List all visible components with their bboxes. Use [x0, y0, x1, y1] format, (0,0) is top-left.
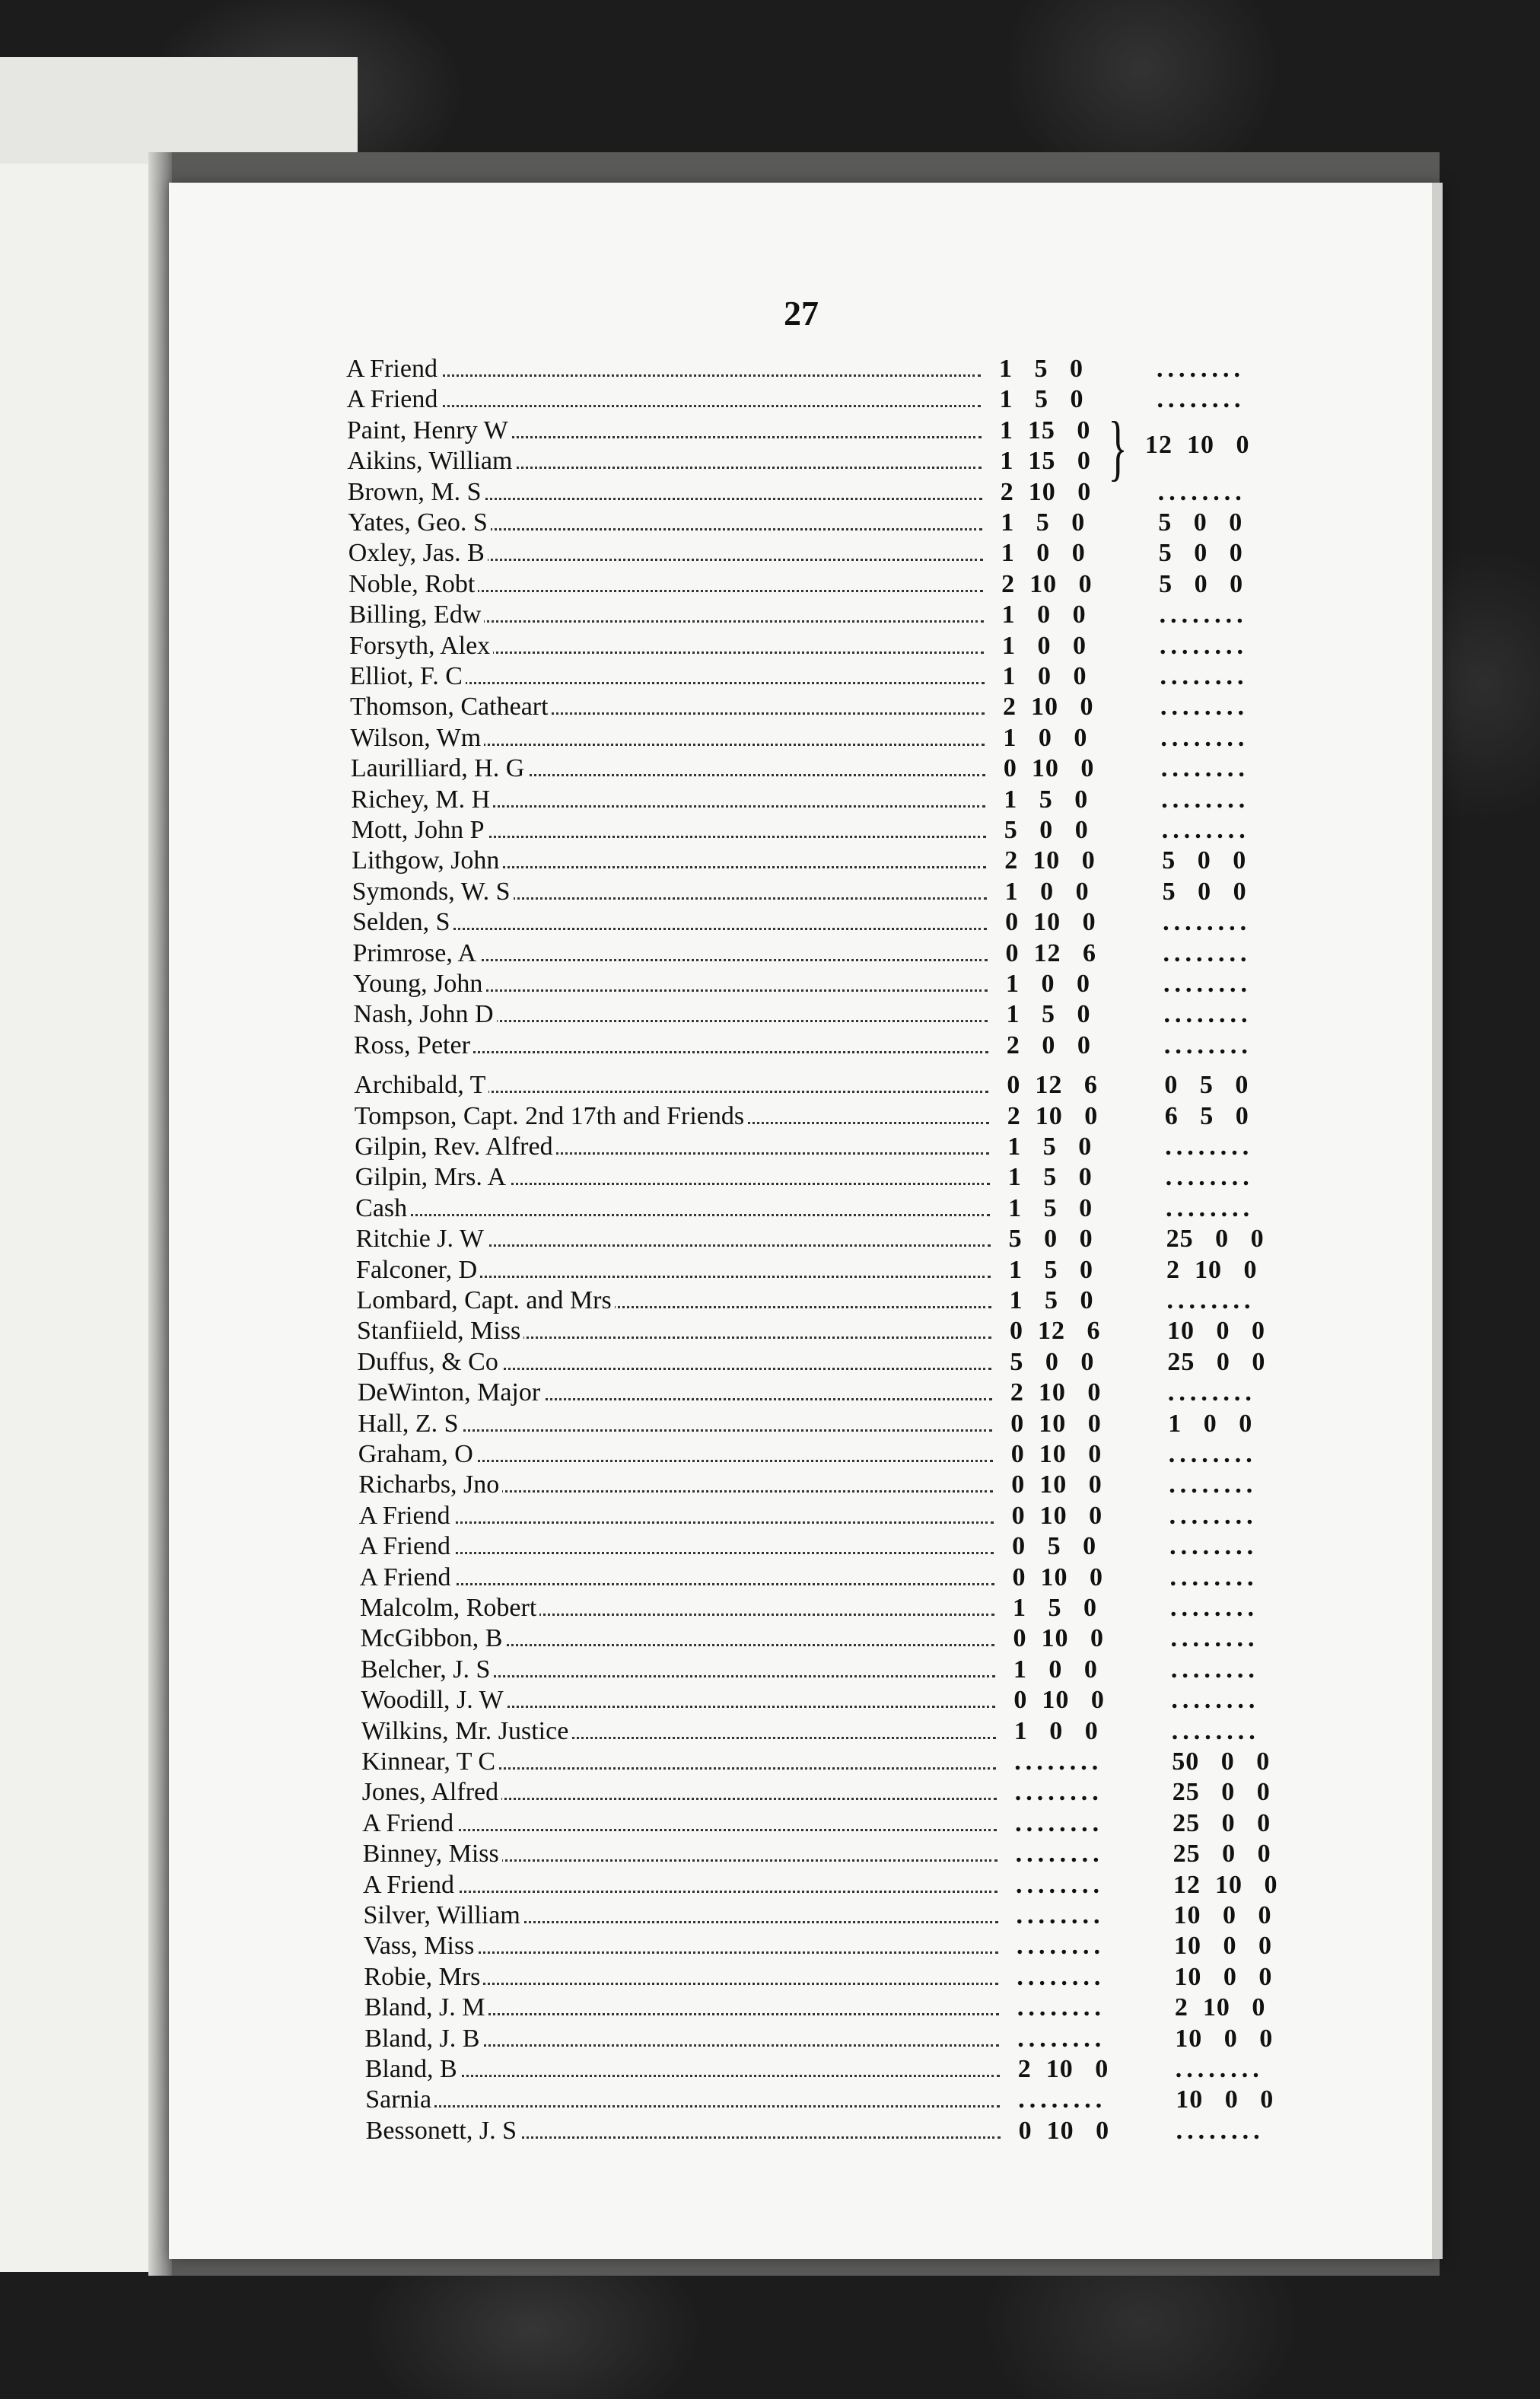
subscriber-name: [359, 1501, 998, 1531]
subscriber-name-text: Symonds, W. S: [352, 878, 514, 906]
amount-second: 50 0 0: [1172, 1747, 1271, 1776]
subscriber-name: [349, 600, 988, 630]
subscriber-name: [361, 1716, 1001, 1747]
list-item: [355, 1101, 1313, 1132]
amount-second: 10 0 0: [1176, 2085, 1274, 2114]
subscriber-name-text: Paint, Henry W: [347, 416, 511, 444]
list-item: [352, 815, 1310, 846]
amount-second: ........: [1163, 1000, 1252, 1029]
subscriber-name-text: DeWinton, Major: [358, 1378, 543, 1407]
list-item: [356, 1224, 1315, 1254]
subscriber-name: [358, 1409, 997, 1439]
amount-second: ........: [1160, 631, 1249, 660]
subscriber-name: [362, 1777, 1001, 1808]
list-item: [364, 1993, 1323, 2023]
amount-first: 2 10 0: [1000, 477, 1092, 506]
subscriber-name: [360, 1623, 999, 1654]
subscriber-name: [346, 354, 985, 384]
brace-glyph: }: [1108, 406, 1128, 488]
subscriber-name-text: Silver, William: [364, 1901, 523, 1929]
amount-first: 1 0 0: [1004, 877, 1090, 906]
list-item: [361, 1747, 1320, 1777]
subscriber-name-text: Young, John: [353, 970, 485, 998]
subscriber-name: [355, 1162, 994, 1193]
list-item: [350, 692, 1309, 722]
amount-first: 1 5 0: [1004, 785, 1089, 814]
amount-first: ........: [1014, 1778, 1103, 1807]
amount-second: ........: [1165, 1163, 1254, 1192]
amount-first: 0 12 6: [1005, 938, 1097, 967]
amount-first: 1 0 0: [1013, 1655, 1098, 1684]
list-item: [362, 1808, 1321, 1839]
subscriber-name-text: Bland, J. B: [364, 2025, 482, 2053]
subscriber-name-text: A Friend: [362, 1809, 457, 1837]
subscriber-name: [350, 692, 989, 722]
amount-first: ........: [1017, 1962, 1106, 1991]
amount-first: ........: [1018, 2085, 1107, 2114]
subscriber-name: [352, 846, 991, 876]
list-item: [357, 1316, 1316, 1346]
amount-first: 0 10 0: [1011, 1501, 1103, 1530]
amount-second: ........: [1169, 1470, 1258, 1499]
subscriber-name-text: Oxley, Jas. B: [348, 539, 488, 567]
subscriber-name-text: Binney, Miss: [363, 1840, 502, 1868]
amount-second: ........: [1166, 1286, 1255, 1314]
list-item: [359, 1531, 1318, 1562]
subscriber-name-text: A Friend: [360, 1563, 454, 1591]
list-item: [364, 1900, 1322, 1931]
subscriber-name-text: Archibald, T: [354, 1071, 488, 1099]
list-item: [356, 1255, 1315, 1286]
amount-second: ........: [1171, 1686, 1260, 1715]
list-item: [361, 1685, 1319, 1716]
amount-second: 1 0 0: [1168, 1409, 1253, 1438]
amount-first: ........: [1015, 1808, 1104, 1837]
list-item: [349, 631, 1308, 661]
subscriber-name: [348, 477, 987, 508]
amount-second: ........: [1171, 1716, 1260, 1745]
subscriber-name-text: Falconer, D: [356, 1256, 480, 1284]
amount-first: 1 15 0: [1000, 447, 1091, 476]
amount-first: 1 5 0: [1007, 1163, 1093, 1192]
amount-second: ........: [1157, 355, 1245, 383]
list-item: [346, 384, 1305, 415]
amount-first: ........: [1015, 1840, 1104, 1869]
amount-second: ........: [1167, 1378, 1256, 1407]
list-item: [355, 1193, 1314, 1224]
list-item: [355, 1132, 1313, 1162]
subscriber-name-text: Brown, M. S: [348, 478, 485, 506]
subscriber-name-text: A Friend: [359, 1532, 453, 1560]
list-item: [352, 877, 1311, 907]
amount-second: 25 0 0: [1172, 1778, 1271, 1807]
list-item: [363, 1870, 1322, 1900]
amount-second: ........: [1170, 1624, 1259, 1653]
subscriber-name: [360, 1593, 999, 1623]
subscriber-name: [363, 1839, 1002, 1869]
subscriber-name: [364, 1931, 1003, 1961]
list-item: [353, 969, 1312, 999]
amount-first: 1 5 0: [999, 385, 1084, 414]
amount-second: 10 0 0: [1173, 1932, 1272, 1961]
amount-second: ........: [1176, 2116, 1265, 2145]
amount-first: 1 0 0: [1013, 1716, 1099, 1745]
subscriber-name: [355, 1193, 994, 1224]
list-item: [361, 1716, 1320, 1747]
subscriber-name-text: Vass, Miss: [364, 1932, 477, 1960]
subscriber-name: [352, 907, 991, 938]
list-item: [358, 1470, 1317, 1500]
amount-first: 5 0 0: [1010, 1347, 1095, 1376]
subscriber-name: [352, 877, 991, 907]
amount-second: 5 0 0: [1159, 569, 1244, 598]
subscriber-name: [348, 569, 988, 600]
amount-second: ........: [1160, 754, 1249, 783]
subscriber-name-text: Laurilliard, H. G: [351, 754, 528, 782]
amount-first: 1 5 0: [1008, 1193, 1093, 1222]
subscriber-name: [364, 1993, 1004, 2023]
subscriber-name: [354, 1031, 993, 1061]
amount-second: 5 0 0: [1158, 508, 1243, 537]
amount-first: 0 10 0: [1011, 1470, 1102, 1499]
list-item: [351, 753, 1309, 784]
list-item: [358, 1378, 1316, 1408]
subscriber-name: [363, 1870, 1002, 1900]
subscriber-name-text: Cash: [355, 1194, 410, 1222]
subscriber-name-text: Gilpin, Rev. Alfred: [355, 1133, 555, 1161]
amount-second: ........: [1161, 785, 1250, 814]
amount-second: ........: [1170, 1655, 1259, 1684]
list-item: [350, 723, 1309, 753]
subscriber-name-text: Bland, J. M: [364, 1993, 488, 2021]
amount-first: 0 10 0: [1010, 1440, 1102, 1468]
subscriber-name: [353, 938, 992, 969]
subscriber-name-text: A Friend: [346, 385, 441, 413]
amount-second: ........: [1161, 816, 1250, 844]
amount-first: 1 5 0: [1013, 1594, 1097, 1622]
amount-second: ........: [1165, 1133, 1254, 1161]
subscriber-name: [352, 815, 991, 846]
list-item: [363, 1839, 1322, 1869]
subscriber-name: [360, 1563, 999, 1593]
list-item: [353, 938, 1312, 969]
amount-second: 5 0 0: [1162, 846, 1247, 875]
list-item: [366, 2116, 1325, 2146]
subscriber-name: [357, 1286, 996, 1316]
amount-first: 1 0 0: [1001, 601, 1087, 629]
subscriber-name: [365, 2054, 1004, 2085]
list-item: [354, 1031, 1312, 1061]
amount-second: ........: [1159, 601, 1248, 629]
amount-first: 0 10 0: [1013, 1686, 1105, 1715]
subscriber-name-text: Yates, Geo. S: [348, 508, 491, 537]
amount-first: 0 12 6: [1009, 1317, 1101, 1346]
amount-second: 2 10 0: [1166, 1255, 1258, 1284]
amount-second: 2 10 0: [1174, 1993, 1266, 2022]
amount-second: ........: [1157, 385, 1246, 414]
list-item: [350, 661, 1309, 692]
list-item: [362, 1777, 1321, 1808]
subscriber-name-text: Gilpin, Mrs. A: [355, 1163, 509, 1191]
amount-second: 25 0 0: [1172, 1808, 1271, 1837]
amount-second: ........: [1169, 1501, 1258, 1530]
subscriber-name-text: A Friend: [346, 355, 441, 383]
list-item: [348, 569, 1307, 600]
subscriber-name-text: Noble, Robt: [348, 570, 478, 598]
list-item: [352, 846, 1310, 876]
amount-second: 10 0 0: [1166, 1317, 1265, 1346]
subscriber-name-text: Aikins, William: [347, 447, 515, 475]
subscriber-name: [353, 999, 992, 1030]
amount-second: 25 0 0: [1167, 1347, 1266, 1376]
amount-first: 1 5 0: [999, 355, 1083, 383]
list-item: [357, 1347, 1316, 1378]
subscriber-name: [350, 661, 989, 692]
subscriber-name-text: Hall, Z. S: [358, 1410, 461, 1438]
amount-second: 5 0 0: [1162, 877, 1247, 906]
subscriber-name-text: Ross, Peter: [354, 1031, 473, 1059]
subscriber-name-text: Ritchie J. W: [356, 1225, 487, 1253]
amount-first: ........: [1014, 1747, 1103, 1776]
subscriber-name: [356, 1255, 995, 1286]
subscriber-name: [362, 1808, 1001, 1839]
subscriber-name: [364, 2024, 1004, 2054]
subscriber-name-text: Richey, M. H: [351, 785, 493, 814]
amount-first: 0 10 0: [1003, 754, 1095, 783]
list-item: [360, 1623, 1319, 1654]
amount-second: 12 10 0: [1173, 1870, 1278, 1899]
subscriber-name-text: Duffus, & Co: [357, 1348, 501, 1376]
amount-second: ........: [1170, 1594, 1258, 1622]
amount-second: ........: [1163, 1031, 1252, 1059]
amount-first: 1 0 0: [1001, 539, 1086, 568]
list-item: [360, 1593, 1319, 1623]
amount-first: 1 0 0: [1002, 662, 1087, 690]
subscriber-name: [350, 723, 989, 753]
amount-first: ........: [1017, 1993, 1106, 2022]
subscriber-name-text: Wilkins, Mr. Justice: [361, 1717, 572, 1745]
subscriber-name: [361, 1655, 1000, 1685]
amount-first: 1 5 0: [1007, 1133, 1093, 1161]
subscriber-name-text: McGibbon, B: [360, 1624, 505, 1652]
amount-second: ........: [1163, 908, 1252, 937]
amount-first: 1 0 0: [1006, 970, 1090, 998]
subscriber-name-text: Bland, B: [365, 2055, 460, 2083]
subscriber-name-text: Woodill, J. W: [361, 1686, 506, 1714]
subscriber-name: [364, 1900, 1003, 1931]
subscriber-name: [366, 2116, 1005, 2146]
list-item: [365, 2085, 1324, 2115]
subscriber-name: [347, 446, 986, 476]
list-item: [359, 1501, 1318, 1531]
subscriber-name: [354, 1070, 993, 1101]
subscriber-name: [351, 785, 990, 815]
amount-first: 1 0 0: [1003, 723, 1088, 752]
amount-first: 1 5 0: [1009, 1286, 1094, 1314]
list-item: [365, 2054, 1324, 2085]
amount-first: 2 10 0: [1010, 1378, 1102, 1407]
amount-second: 10 0 0: [1175, 2024, 1274, 2053]
subscriber-name: [356, 1224, 995, 1254]
subscriber-name: [347, 416, 986, 446]
amount-second: 0 5 0: [1164, 1071, 1249, 1100]
subscriber-name-text: Stanfiield, Miss: [357, 1317, 523, 1345]
amount-second: 10 0 0: [1173, 1901, 1272, 1929]
subscriber-name: [358, 1378, 997, 1408]
subscriber-name-text: Belcher, J. S: [361, 1655, 494, 1684]
list-item: [348, 508, 1306, 538]
amount-first: 2 10 0: [1007, 1101, 1099, 1130]
list-item: [357, 1286, 1316, 1316]
amount-first: 1 5 0: [1009, 1255, 1094, 1284]
subscriber-name-text: Billing, Edw: [349, 601, 485, 629]
list-item: [364, 1962, 1322, 1993]
amount-first: 2 0 0: [1006, 1031, 1091, 1059]
amount-second: 10 0 0: [1174, 1962, 1273, 1991]
amount-first: 1 0 0: [1002, 631, 1087, 660]
subscriber-name: [361, 1747, 1001, 1777]
amount-second: ........: [1166, 1193, 1255, 1222]
amount-first: 0 5 0: [1012, 1532, 1097, 1561]
list-item: [364, 2024, 1323, 2054]
subscriber-name-text: Thomson, Catheart: [350, 693, 552, 721]
list-item: [364, 1931, 1322, 1961]
subscriber-name-text: Wilson, Wm: [350, 724, 484, 752]
subscriber-name: [348, 508, 987, 538]
subscriber-name: [351, 753, 990, 784]
subscriber-name: [358, 1439, 998, 1470]
list-item: [352, 907, 1311, 938]
subscriber-name-text: Mott, John P: [352, 816, 488, 844]
subscriber-name-text: Robie, Mrs: [364, 1963, 483, 1991]
subscriber-name-text: Tompson, Capt. 2nd 17th and Friends: [355, 1102, 747, 1130]
subscriber-name: [365, 2085, 1004, 2115]
subscriber-name-text: Jones, Alfred: [362, 1778, 501, 1806]
subscriber-name-text: Bessonett, J. S: [366, 2117, 520, 2145]
amount-first: 0 10 0: [1012, 1563, 1104, 1591]
subscriber-name: [346, 384, 985, 415]
amount-second: ........: [1169, 1532, 1258, 1561]
amount-second: ........: [1163, 938, 1252, 967]
amount-first: 2 10 0: [1004, 846, 1096, 875]
amount-first: ........: [1016, 1901, 1105, 1929]
subscriber-name: [357, 1347, 996, 1378]
braced-total: 12 10 0: [1145, 431, 1250, 459]
list-item: [355, 1162, 1314, 1193]
amount-second: ........: [1160, 723, 1249, 752]
amount-first: 1 5 0: [1006, 1000, 1091, 1029]
amount-first: 0 10 0: [1010, 1409, 1102, 1438]
subscriber-name: [355, 1101, 994, 1132]
subscriber-name: [358, 1470, 998, 1500]
list-item: [346, 354, 1305, 384]
subscriber-name: [364, 1962, 1003, 1993]
amount-first: 2 10 0: [1001, 569, 1093, 598]
list-item: [353, 999, 1312, 1030]
subscriber-name-text: Graham, O: [358, 1440, 476, 1468]
subscriber-name-text: Primrose, A: [353, 939, 479, 967]
previous-page-edge: [0, 164, 164, 2272]
subscriber-name-text: A Friend: [359, 1502, 453, 1530]
subscriber-name-text: Malcolm, Robert: [360, 1594, 539, 1622]
amount-second: ........: [1163, 970, 1252, 998]
amount-second: ........: [1169, 1563, 1258, 1591]
list-item: [361, 1655, 1319, 1685]
amount-first: 0 12 6: [1007, 1071, 1098, 1100]
list-item: [358, 1439, 1317, 1470]
subscriber-name-text: Richarbs, Jno: [358, 1470, 502, 1499]
subscriber-name: [348, 538, 988, 569]
amount-first: ........: [1016, 1932, 1105, 1961]
amount-second: ........: [1175, 2055, 1264, 2083]
subscriber-name-text: Selden, S: [352, 908, 453, 936]
subscriber-name: [353, 969, 992, 999]
amount-second: ........: [1160, 662, 1249, 690]
subscriber-name-text: Lombard, Capt. and Mrs: [357, 1286, 615, 1314]
amount-first: 0 10 0: [1018, 2116, 1110, 2145]
amount-first: 0 10 0: [1013, 1624, 1104, 1653]
amount-first: 5 0 0: [1008, 1225, 1093, 1254]
amount-first: 2 10 0: [1017, 2055, 1109, 2083]
amount-second: ........: [1160, 693, 1249, 722]
list-item: [354, 1070, 1312, 1101]
amount-first: ........: [1017, 2024, 1106, 2053]
amount-first: 1 15 0: [999, 416, 1091, 444]
amount-first: 2 10 0: [1002, 693, 1094, 722]
amount-second: 25 0 0: [1166, 1225, 1265, 1254]
list-item: [351, 785, 1309, 815]
list-item: [348, 538, 1307, 569]
subscriber-name-text: Forsyth, Alex: [349, 632, 493, 660]
subscriber-name-text: Kinnear, T C: [361, 1747, 498, 1776]
subscriber-name: [349, 631, 988, 661]
list-item: [348, 477, 1306, 508]
amount-second: ........: [1168, 1440, 1257, 1468]
amount-first: 0 10 0: [1005, 908, 1096, 937]
list-item: [349, 600, 1308, 630]
subscriber-name-text: Sarnia: [365, 2085, 434, 2114]
subscriber-name: [357, 1316, 996, 1346]
subscriber-name-text: Elliot, F. C: [350, 662, 466, 690]
amount-first: 5 0 0: [1004, 816, 1089, 844]
list-item: [360, 1563, 1319, 1593]
page-number: 27: [784, 294, 819, 333]
amount-second: 5 0 0: [1158, 539, 1243, 568]
subscriber-name-text: A Friend: [363, 1871, 457, 1899]
subscriber-name: [359, 1531, 998, 1562]
list-item: [358, 1409, 1316, 1439]
amount-second: ........: [1157, 477, 1246, 506]
amount-second: 25 0 0: [1172, 1840, 1271, 1869]
subscriber-name: [361, 1685, 1000, 1716]
amount-second: 6 5 0: [1164, 1101, 1249, 1130]
amount-first: 1 5 0: [1001, 508, 1086, 537]
subscriber-name: [355, 1132, 994, 1162]
subscriber-name-text: Lithgow, John: [352, 846, 502, 875]
amount-first: ........: [1016, 1870, 1105, 1899]
subscriber-name-text: Nash, John D: [353, 1000, 496, 1028]
